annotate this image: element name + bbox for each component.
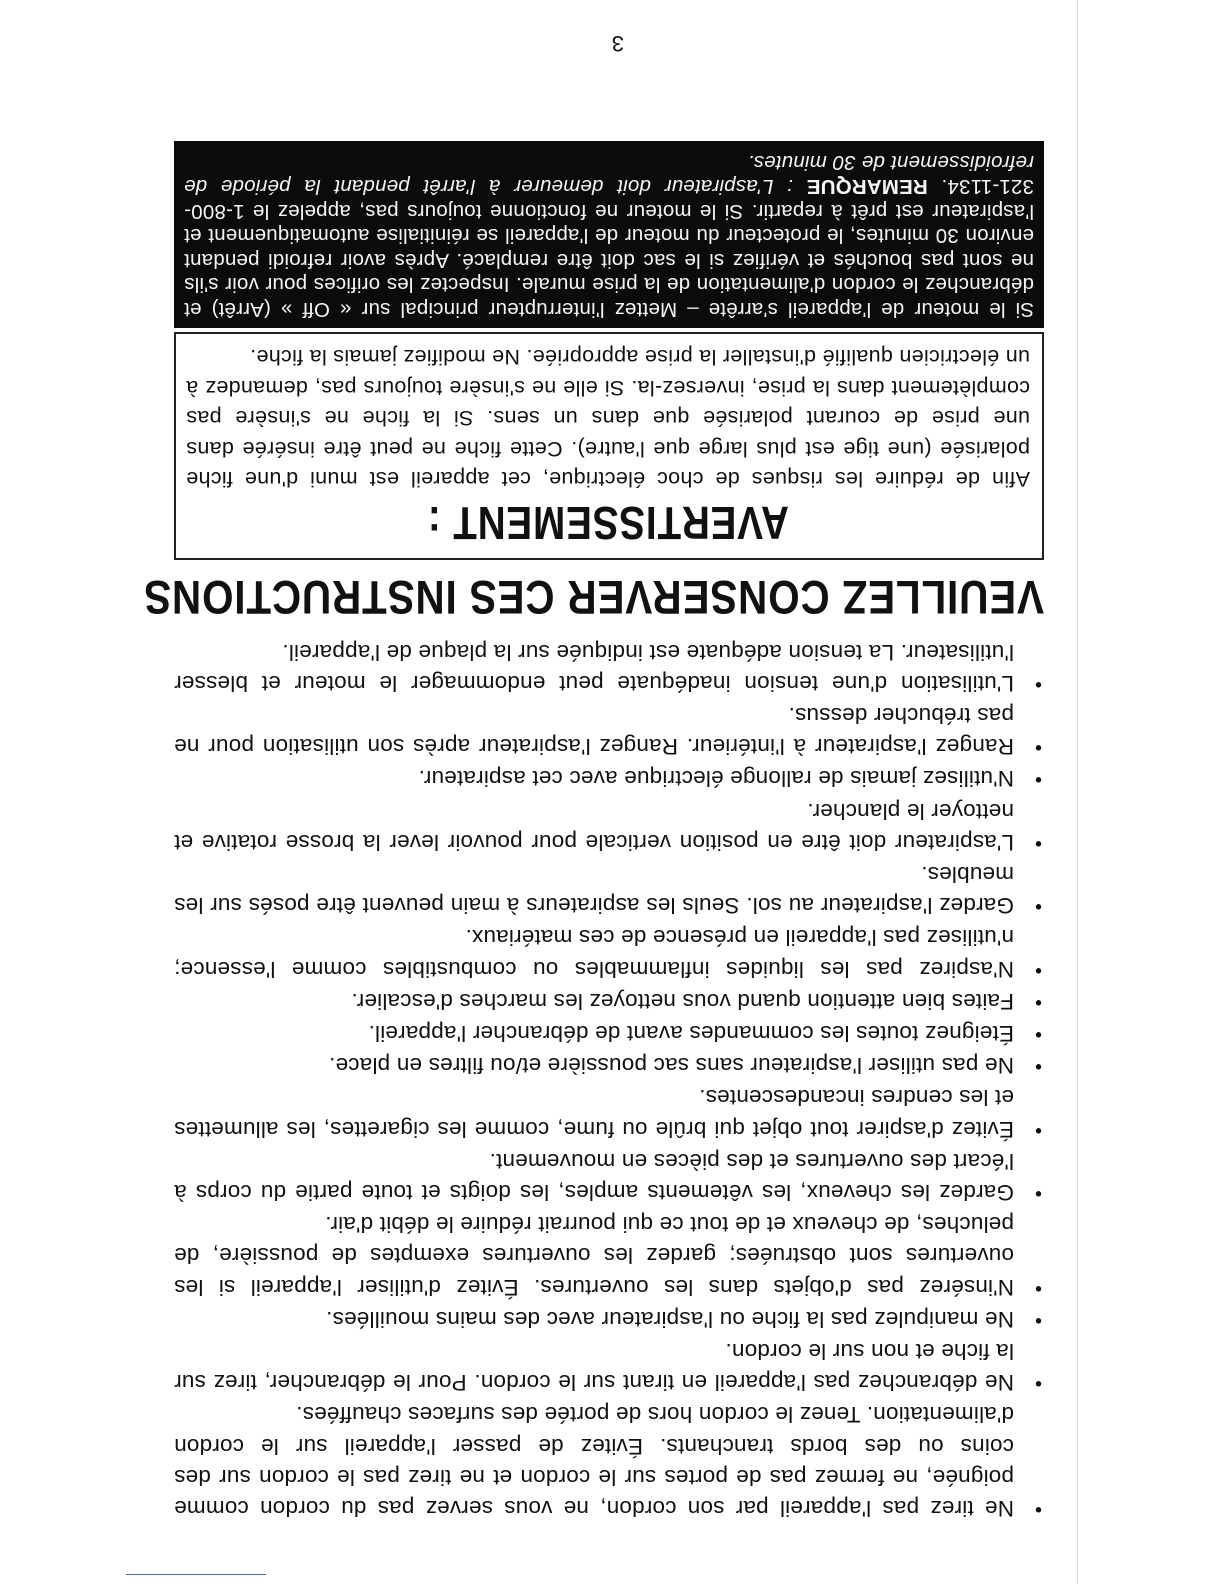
note-label: REMARQUE [806,175,928,199]
list-item: • Ne tirez pas l'appareil par son cordon, ne vous servez pas du cordon comme poignée, ne fermez pas de portes sur le cordon et ne tirez pas le cordon sur des coins ou des bords tranchants. Évitez de passer l'appareil sur le cordon d'alimentation. Tenez le cordon hors de portée des surfaces chauffées. [174,1399,1044,1524]
bullet-icon: • [1034,768,1042,791]
motor-note-box [174,141,1044,328]
list-item: • Ne débranchez pas l'appareil en tirant sur le cordon. Pour le débrancher, tirez sur la fiche et non sur le cordon. [174,1336,1044,1398]
list-item: • N'utilisez jamais de rallonge électrique avec cet aspirateur. [174,763,1044,794]
scan-edge-line [1077,0,1078,1584]
list-item: • Gardez les cheveux, les vêtements amples, les doigts et toute partie du corps à l'écart des ouvertures et des pièces en mouvement. [174,1146,1044,1208]
bullet-icon: • [1034,1498,1042,1520]
bullet-icon: • [1034,1022,1042,1045]
page-number: 3 [611,31,624,56]
bullet-icon: • [1034,1372,1042,1395]
page-content [143,141,1044,1524]
list-item: • Faites bien attention quand vous nettoyez les marches d'escalier. [174,986,1044,1017]
bullet-icon: • [1034,1276,1042,1299]
bullet-icon: • [1034,1118,1042,1141]
list-item: • N'aspirez pas les liquides inflammables ou combustibles comme l'essence; n'utilisez pas l'appareil en présence de ces matériaux. [174,922,1044,984]
list-item: • N'insérez pas d'objets dans les ouvertures. Évitez d'utiliser l'appareil si les ouvertures sont obstruées; gardez les ouvertures exemptes de poussière, de peluches, de cheveux et de tout ce qui pourrait réduire le débit d'air. [174,1209,1044,1303]
list-item: • Évitez d'aspirer tout objet qui brûle ou fume, comme les cigarettes, les allumettes et les cendres incandescentes. [174,1082,1044,1144]
list-item: • Gardez l'aspirateur au sol. Seuls les aspirateurs à main peuvent être posés sur les meubles. [174,859,1044,921]
bullet-icon: • [1034,1308,1042,1331]
list-item: • Rangez l'aspirateur à l'intérieur. Rangez l'aspirateur après son utilisation pour ne pas trébucher dessus. [174,700,1044,762]
page-title: VEUILLEZ CONSERVER CES INSTRUCTIONS [143,571,1044,625]
list-item: • L'aspirateur doit être en position verticale pour pouvoir lever la brosse rotative et nettoyer le plancher. [174,795,1044,857]
list-item: • Ne pas utiliser l'aspirateur sans sac poussière et/ou filtres en place. [174,1050,1044,1081]
note-body: Si le moteur de l'appareil s'arrête – Mettez l'interrupteur principal sur « Off » (Arrêt) et débranchez le cordon d'alimentation de la prise murale. Inspectez les orifices pour voir s'ils ne sont pas bouchés et vérifiez si le sac doit être remplacé. Après avoir refroidi pendant environ 30 minutes, le protecteur du moteur de l'appareil se réinitialise automatiquement et l'aspirateur est prêt à repartir. Si le moteur ne fonctionne toujours pas, appelez le 1-800-321-1134. [184,175,1034,321]
bullet-icon: • [1034,895,1042,918]
list-item: • L'utilisation d'une tension inadéquate peut endommager le moteur et blesser l'utilisateur. La tension adéquate est indiquée sur la plaque de l'appareil. [174,636,1044,698]
warning-title: AVERTISSEMENT : [427,497,789,550]
note-italic: : L'aspirateur doit demeurer à l'arrêt pendant la période de refroidissement de 30 minutes. [184,150,1034,199]
bullet-icon: • [1034,990,1042,1013]
warning-text: Afin de réduire les risques de choc électrique, cet appareil est muni d'une fiche polarisée (une tige est plus large que l'autre). Cette fiche ne peut être insérée dans une prise de courant polarisée que dans un sens. Si la fiche ne s'insère pas complètement dans la prise, inversez-la. Si elle ne s'insère toujours pas, demandez à un électricien qualifié d'installer la prise appropriée. Ne modifiez jamais la fiche. [186,345,1030,492]
safety-instructions-list [174,636,1044,1524]
bullet-icon: • [1034,736,1042,759]
list-item: • Éteignez toutes les commandes avant de débrancher l'appareil. [174,1018,1044,1049]
scan-rule [126,1574,266,1575]
bullet-icon: • [1034,672,1042,695]
bullet-icon: • [1034,1181,1042,1204]
bullet-icon: • [1034,1055,1042,1078]
list-item: • Ne manipulez pas la fiche ou l'aspirateur avec des mains mouillées. [174,1304,1044,1335]
bullet-icon: • [1034,958,1042,981]
bullet-icon: • [1034,831,1042,854]
warning-box [174,332,1044,561]
